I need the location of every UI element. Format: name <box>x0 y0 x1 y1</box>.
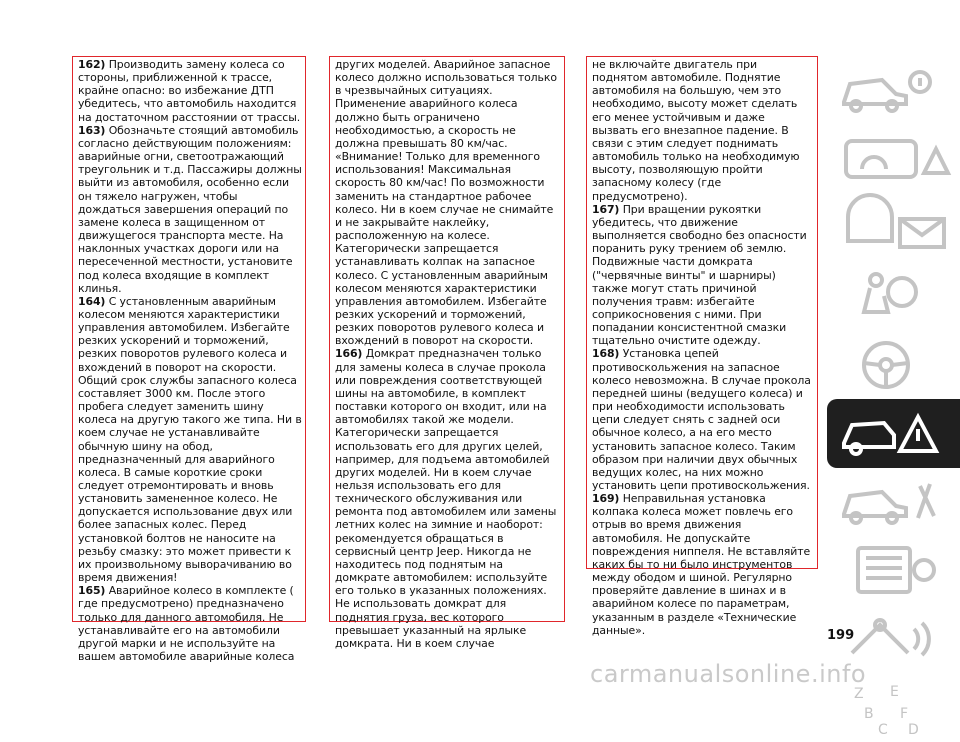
paragraph-text: Домкрат предназначен только для замены колеса в случае прокола или повреждения соответствующей шины на автомобиле, в комплект поставки которого он входит, или на автомобилях такой же модели. Категорически запрещается использовать его для других целей, например, для подъема автомобилей других моделей. Ни в коем случае нельзя использовать его для технического обслуживания или ремонта под автомобилем или замены летних колес на зимние и наоборот: рекомендуется обращаться в сервисный центр Jeep. Никогда не находитесь под поднятым на домкрате автомобилем: используйте его только в указанных положениях. Не использовать домкрат для поднятия груза, вес которого превышает указанный на ярлыке домкрата. Ни в коем случае <box>335 347 557 650</box>
steering-wheel-icon[interactable] <box>827 330 960 399</box>
paragraph <box>592 347 814 492</box>
safety-envelope-icon[interactable] <box>827 193 960 262</box>
text-column-3 <box>586 56 818 637</box>
paragraph-text: С установленным аварийным колесом меняются характеристики управления автомобилем. Избегайте резких ускорений и торможений, резких поворотов рулевого колеса и вхождений в поворот на скорости. Общий срок службы запасного колеса составляет 3000 км. После этого пробега следует заменить шину колеса на другую такого же типа. Ни в коем случае не устанавливайте обычную шину на обод, предназначенный для аварийного колеса. В самые короткие сроки следует отремонтировать и вновь установить замененное колесо. Не допускается использование двух или более запасных колес. Перед установкой болтов не наносите на резьбу смазку: это может привести к их произвольному выворачиванию во время движения! <box>78 294 302 585</box>
paragraph-text: Обозначьте стоящий автомобиль согласно действующим положениям: аварийные огни, светоотражающий треугольник и т.д. Пассажиры должны выйти из автомобиля, особенно если он тяжело нагружен, чтобы дождаться завершения операций по замене колеса в защищенном от движущегося транспорта месте. На наклонных участках дороги или на пересеченной местности, установите под колеса входящие в комплект клинья. <box>78 123 302 295</box>
paragraph-text: других моделей. Аварийное запасное колесо должно использоваться только в чрезвычайных ситуациях. Применение аварийного колеса должно быть ограничено необходимостью, а скорость не должна превышать 80 км/час. «Внимание! Только для временного использования! Максимальная скорость 80 км/час! По возможности заменить на стандартное рабочее колесо. Ни в коем случае не снимайте и не закрывайте наклейку, расположенную на колесе. Категорически запрещается устанавливать колпак на запасное колесо. С установленным аварийным колесом меняются характеристики управления автомобилем. Избегайте резких ускорений и торможений, резких поворотов рулевого колеса и вхождений в поворот на скорости. <box>335 58 557 348</box>
paragraph <box>592 58 814 203</box>
svg-text:F: F <box>899 705 908 722</box>
note-number: 169) <box>592 492 620 506</box>
paragraph <box>592 203 814 348</box>
dashboard-warning-icon[interactable] <box>827 125 960 194</box>
note-number: 167) <box>592 202 620 216</box>
svg-text:B: B <box>863 705 874 722</box>
paragraph <box>335 58 561 347</box>
car-info-icon[interactable] <box>827 56 960 125</box>
note-number: 164) <box>78 294 106 308</box>
text-column-1 <box>72 56 306 664</box>
text-column-2 <box>329 56 565 650</box>
paragraph-text: Установка цепей противоскольжения на запасное колесо невозможна. В случае прокола передней шины (ведущего колеса) и при необходимости использовать цепи следует снять с задней оси обычное колесо, а на его место установить запасное колесо. Таким образом при наличии двух обычных ведущих колес, на них можно установить цепи противоскольжения. <box>592 347 811 492</box>
emergency-car-icon[interactable] <box>827 399 960 468</box>
note-number: 165) <box>78 584 106 598</box>
paragraph <box>78 58 302 124</box>
paragraph <box>78 584 302 663</box>
paragraph-text: не включайте двигатель при поднятом автомобиле. Поднятие автомобиля на большую, чем это необходимо, высоту может сделать его менее устойчивым и даже вызвать его внезапное падение. В связи с этим следует поднимать автомобиль только на необходимую высоту, позволяющую пройти запасному колесу (где предусмотрено). <box>592 58 800 203</box>
svg-text:C: C <box>877 721 888 738</box>
paragraph <box>78 124 302 295</box>
airbag-icon[interactable] <box>827 262 960 331</box>
paragraph-text: Неправильная установка колпака колеса может повлечь его отрыв во время движения автомобиля. Не допускайте повреждения ниппеля. Не вставляйте каких бы то ни было инструментов между ободом и шиной. Регулярно проверяйте давление в шинах и в аварийном колесе по параметрам, указанным в разделе «Технические данные». <box>592 492 811 637</box>
note-number: 166) <box>335 347 363 361</box>
svg-text:D: D <box>907 721 919 738</box>
paragraph <box>592 492 814 637</box>
paragraph <box>78 295 302 584</box>
page-number: 199 <box>827 628 855 643</box>
note-number: 162) <box>78 58 106 71</box>
note-number: 163) <box>78 123 106 137</box>
svg-text:E: E <box>889 683 899 700</box>
paragraph-text: При вращении рукоятки убедитесь, что движение выполняется свободно без опасности поранить руку трением об землю. Подвижные части домкрата ("червячные винты" и шарниры) также могут стать причиной получения травм: избегайте соприкосновения с ними. При попадании консистентной смазки тщательно очистите одежду. <box>592 202 807 348</box>
paragraph <box>335 347 561 650</box>
specs-list-icon[interactable] <box>827 536 960 605</box>
maintenance-car-icon[interactable] <box>827 468 960 537</box>
svg-text:Z: Z <box>853 685 864 702</box>
watermark: carmanualsonline.info <box>590 660 867 688</box>
paragraph-text: Производить замену колеса со стороны, приближенной к трассе, крайне опасно: во избежание ДТП убедитесь, что автомобиль находится на достаточном расстоянии от трассы. <box>78 58 301 124</box>
note-number: 168) <box>592 347 620 361</box>
paragraph-text: Аварийное колесо в комплекте ( где предусмотрено) предназначено только для данного автомобиля. Не устанавливайте его на автомобили другой марки и не используйте на вашем автомобиле аварийные колеса <box>78 584 295 664</box>
